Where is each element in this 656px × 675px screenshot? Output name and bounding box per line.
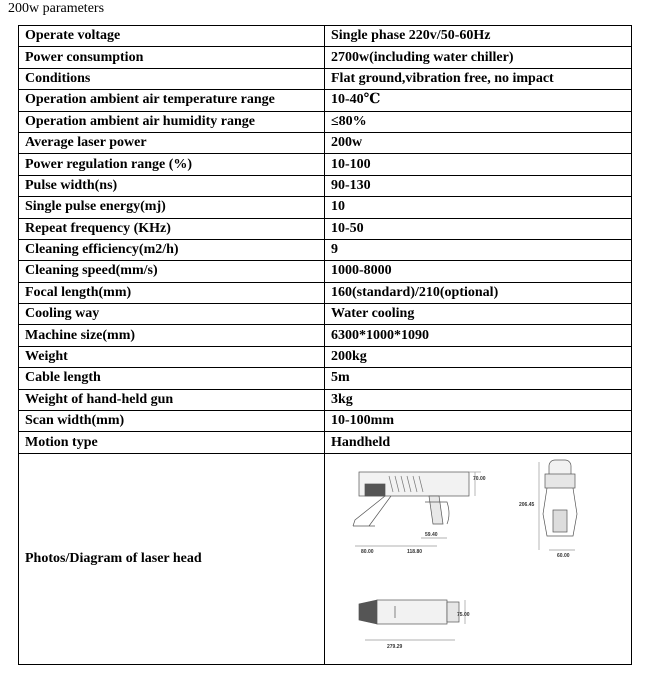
table-row [19,346,632,367]
spec-label: Conditions [19,68,325,89]
spec-label: Average laser power [19,132,325,153]
spec-label: Motion type [19,432,325,453]
diagram-label: Photos/Diagram of laser head [19,453,325,664]
spec-label: Power regulation range (%) [19,154,325,175]
spec-value: 10-100 [325,154,632,175]
spec-label: Cooling way [19,304,325,325]
table-row [19,325,632,346]
table-row [19,239,632,260]
table-row [19,432,632,453]
spec-value: 2700w(including water chiller) [325,47,632,68]
table-row [19,111,632,132]
spec-value: Water cooling [325,304,632,325]
laser-head-diagram-cell [325,453,632,664]
spec-value: 200w [325,132,632,153]
spec-value: 3kg [325,389,632,410]
spec-label: Scan width(mm) [19,411,325,432]
table-row [19,389,632,410]
spec-label: Machine size(mm) [19,325,325,346]
table-row [19,368,632,389]
spec-value: 9 [325,239,632,260]
spec-label: Single pulse energy(mj) [19,197,325,218]
dim-front-height: 206.45 [519,501,535,508]
table-row [19,304,632,325]
spec-value: 10 [325,197,632,218]
spec-value: 10-100mm [325,411,632,432]
spec-label: Power consumption [19,47,325,68]
spec-value: 10-40℃ [325,90,632,111]
document-title: 200w parameters [8,1,105,16]
spec-value: 5m [325,368,632,389]
spec-value: ≤80% [325,111,632,132]
spec-value: 160(standard)/210(optional) [325,282,632,303]
table-row [19,132,632,153]
table-row [19,197,632,218]
table-row [19,282,632,303]
dim-top-length: 279.29 [387,643,403,650]
table-row [19,47,632,68]
dim-gun-base-a: 80.00 [361,548,374,555]
laser-head-diagram [325,454,632,664]
dim-front-width: 60.00 [557,552,570,559]
dim-gun-handle: 59.40 [425,531,438,538]
table-row [19,218,632,239]
spec-label: Operation ambient air humidity range [19,111,325,132]
table-row-diagram [19,453,632,664]
spec-value: 6300*1000*1090 [325,325,632,346]
dim-gun-base-b: 118.80 [407,548,423,555]
spec-label: Weight of hand-held gun [19,389,325,410]
table-row [19,154,632,175]
dim-gun-height: 70.00 [473,475,486,482]
gun-side-view [353,472,481,546]
spec-label: Operation ambient air temperature range [19,90,325,111]
spec-label: Weight [19,346,325,367]
spec-value: 200kg [325,346,632,367]
spec-value: Handheld [325,432,632,453]
table-row [19,411,632,432]
spec-label: Operate voltage [19,26,325,47]
spec-label: Cable length [19,368,325,389]
spec-label: Focal length(mm) [19,282,325,303]
spec-label: Repeat frequency (KHz) [19,218,325,239]
table-row [19,261,632,282]
spec-value: Flat ground,vibration free, no impact [325,68,632,89]
spec-label: Pulse width(ns) [19,175,325,196]
gun-front-view [539,460,577,550]
dim-top-height: 75.00 [457,611,470,618]
table-row [19,175,632,196]
spec-value: 1000-8000 [325,261,632,282]
spec-value: 90-130 [325,175,632,196]
spec-label: Cleaning speed(mm/s) [19,261,325,282]
table-row [19,90,632,111]
table-row [19,26,632,47]
spec-table [18,25,632,665]
spec-label: Cleaning efficiency(m2/h) [19,239,325,260]
table-row [19,68,632,89]
spec-value: 10-50 [325,218,632,239]
gun-top-view [359,600,465,640]
spec-value: Single phase 220v/50-60Hz [325,26,632,47]
